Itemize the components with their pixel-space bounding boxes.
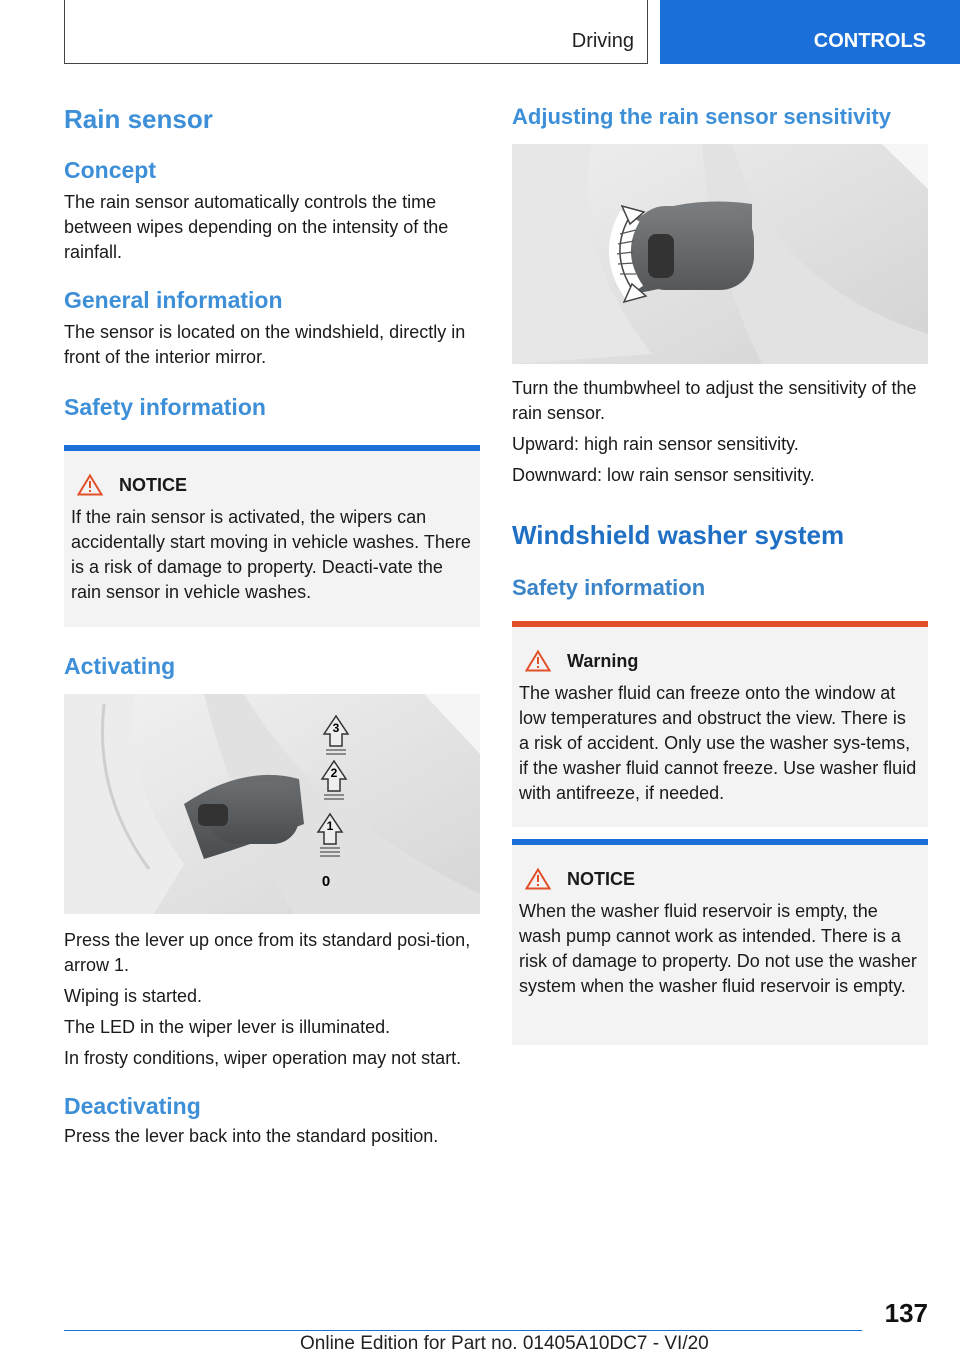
general-information-heading: General information	[64, 287, 283, 313]
header-section: Driving	[571, 30, 634, 52]
concept-text: The rain sensor automatically controls the time between wipes depending on the intensity of the rainfall.	[64, 192, 449, 262]
activating-text-3: The LED in the wiper lever is illuminated.	[64, 1017, 391, 1037]
warning-box	[512, 621, 928, 827]
washer-notice-title	[519, 865, 920, 893]
left-column	[64, 96, 480, 1149]
activating-heading: Activating	[64, 653, 176, 679]
concept-heading: Concept	[64, 157, 156, 183]
warning-text: The washer fluid can freeze onto the window at low temperatures and obstruct the view. There is a risk of accident. Only use the washer sys-tems, if the washer fluid cannot freeze. Use washer fluid with antifreeze, if needed.	[519, 683, 917, 803]
warning-triangle-icon	[525, 650, 551, 672]
warning-triangle-icon	[525, 868, 551, 890]
activating-text-2: Wiping is started.	[64, 986, 203, 1006]
windshield-washer-heading: Windshield washer system	[512, 520, 845, 550]
arrow-label-2: 2	[330, 766, 338, 780]
footer-rule	[64, 1330, 862, 1331]
arrow-label-3: 3	[332, 721, 340, 735]
general-information-text: The sensor is located on the windshield, directly in front of the interior mirror.	[64, 322, 466, 367]
safety-information-heading: Safety information	[64, 394, 266, 420]
activating-text-4: In frosty conditions, wiper operation may not start.	[64, 1048, 462, 1068]
washer-notice-box	[512, 839, 928, 1045]
rain-sensor-title: Rain sensor	[64, 104, 213, 134]
header-chapter-tab: CONTROLS	[660, 0, 960, 64]
deactivating-heading: Deactivating	[64, 1093, 201, 1119]
adjust-text-1: Turn the thumbwheel to adjust the sensitivity of the rain sensor.	[512, 378, 917, 423]
deactivating-text: Press the lever back into the standard position.	[64, 1126, 439, 1146]
notice-title-text: NOTICE	[119, 474, 188, 495]
arrow-label-1: 1	[326, 819, 334, 833]
adjust-text-3: Downward: low rain sensor sensitivity.	[512, 465, 815, 485]
activating-text-1: Press the lever up once from its standard posi-tion, arrow 1.	[64, 930, 471, 975]
footer-edition: Online Edition for Part no. 01405A10DC7 - VI/20	[300, 1333, 709, 1354]
wiper-lever-illustration	[64, 694, 480, 914]
arrow-label-0: 0	[321, 873, 331, 890]
washer-notice-title-text: NOTICE	[567, 868, 636, 889]
right-column	[512, 96, 928, 1045]
warning-triangle-icon	[77, 474, 103, 496]
adjust-sensitivity-heading: Adjusting the rain sensor sensitivity	[512, 104, 891, 129]
page-number: 137	[884, 1298, 928, 1328]
adjust-text-2: Upward: high rain sensor sensitivity.	[512, 434, 799, 454]
notice-box	[64, 445, 480, 627]
notice-text: If the rain sensor is activated, the wipers can accidentally start moving in vehicle washes. There is a risk of damage to property. Deacti-vate the rain sensor in vehicle washes.	[71, 507, 471, 602]
notice-title	[71, 471, 472, 499]
washer-notice-text: When the washer fluid reservoir is empty, the wash pump cannot work as intended. There is a risk of damage to property. Do not use the washer system when the washer fluid reservoir is empty.	[519, 901, 917, 996]
thumbwheel-illustration	[512, 144, 928, 364]
warning-title	[519, 647, 920, 675]
washer-safety-heading: Safety information	[512, 575, 706, 600]
warning-title-text: Warning	[567, 650, 639, 671]
